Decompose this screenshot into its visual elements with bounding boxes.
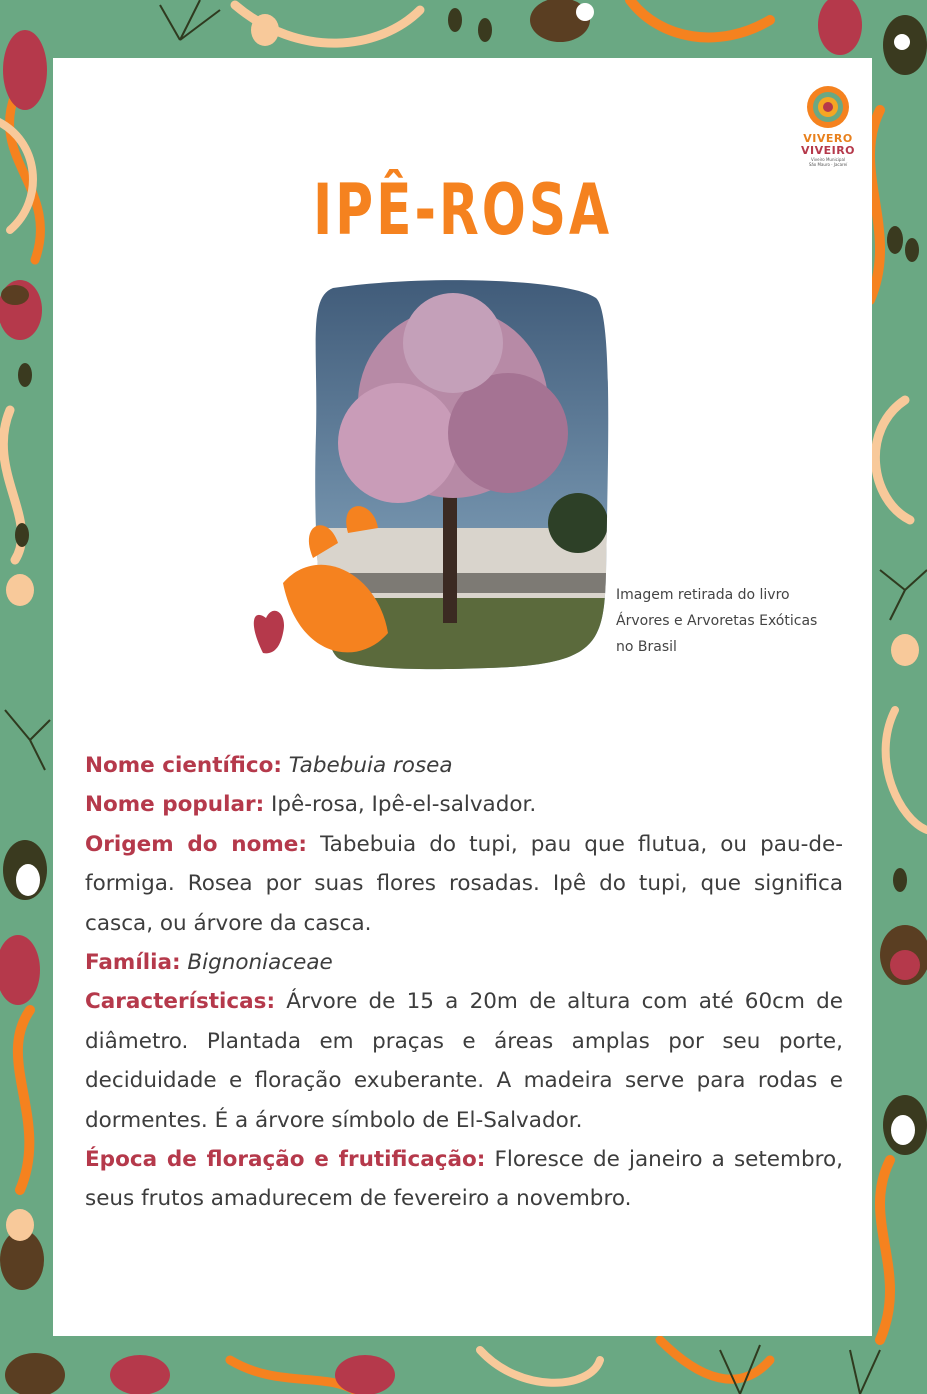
field-value: Tabebuia rosea bbox=[288, 753, 453, 778]
photo-caption bbox=[616, 582, 866, 660]
field-value: Bignoniaceae bbox=[187, 950, 333, 976]
field-value: Tabebuia do tupi, pau que flutua, ou pau-de-formiga. Rosea por suas flores rosadas. Ipê do tupi, que significa casca, ou árvore da casca. bbox=[85, 831, 843, 936]
field-nome-popular bbox=[85, 785, 843, 824]
field-origem bbox=[85, 825, 843, 943]
field-label: Família: bbox=[85, 950, 181, 976]
viveiro-logo bbox=[798, 85, 858, 167]
field-nome-cientifico bbox=[85, 746, 843, 785]
logo-sub1: Viveiro Municipal bbox=[810, 157, 846, 162]
field-value: Floresce de janeiro a setembro, seus frutos amadurecem de fevereiro a novembro. bbox=[85, 1147, 843, 1212]
mandala-icon bbox=[806, 85, 850, 129]
caption-line: no Brasil bbox=[616, 639, 677, 655]
field-label: Época de floração e frutificação: bbox=[85, 1147, 486, 1173]
field-epoca bbox=[85, 1140, 843, 1219]
caption-line: Árvores e Arvoretas Exóticas bbox=[616, 613, 818, 629]
field-value: Ipê-rosa, Ipê-el-salvador. bbox=[271, 792, 537, 818]
field-label: Características: bbox=[85, 989, 276, 1015]
field-label: Origem do nome: bbox=[85, 831, 307, 857]
logo-line2: VIVEIRO bbox=[800, 144, 856, 157]
page-title: IPÊ-ROSA bbox=[312, 169, 613, 251]
field-value: Árvore de 15 a 20m de altura com até 60cm de diâmetro. Plantada em praças e áreas amplas por seu porte, deciduidade e floração exuberante. A madeira serve para rodas e dormentes. É a árvore símbolo de El-Salvador. bbox=[85, 989, 843, 1133]
caption-line: Imagem retirada do livro bbox=[616, 587, 790, 603]
field-label: Nome popular: bbox=[85, 792, 265, 818]
field-caracteristicas bbox=[85, 982, 843, 1140]
logo-line1: VIVERO bbox=[803, 132, 853, 145]
field-label: Nome científico: bbox=[85, 753, 282, 778]
species-info bbox=[85, 746, 843, 1219]
field-familia bbox=[85, 943, 843, 982]
tree-photo bbox=[188, 273, 618, 673]
logo-sub2: São Mauro · Jacareí bbox=[808, 162, 848, 167]
info-card bbox=[53, 58, 872, 1336]
